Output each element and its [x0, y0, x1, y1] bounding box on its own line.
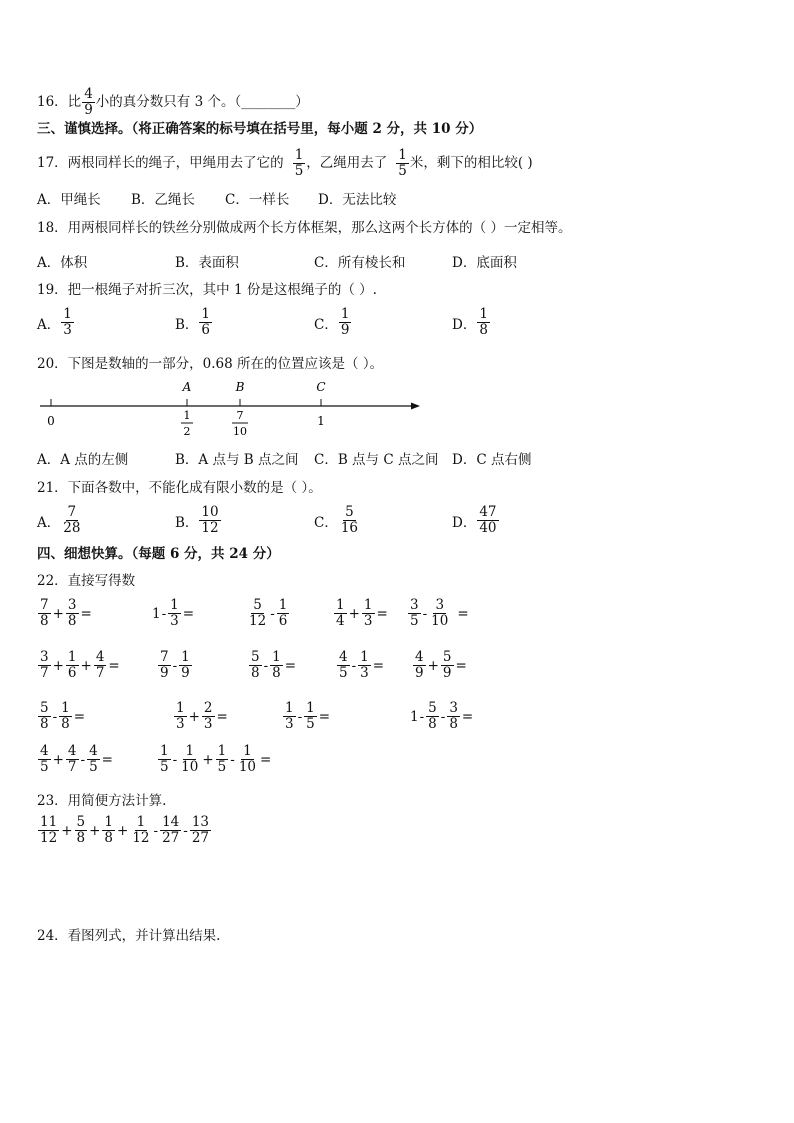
q18-option-d[interactable]: D．底面积 [452, 255, 517, 271]
q21-option-d[interactable]: D． 47 40 [452, 504, 497, 536]
q17-line: 17．两根同样长的绳子，甲绳用去了它的 $\frac{1}{5}$ ，乙绳用去了 $\frac{1}{5}$ 米，剩下的相比较( ) [37, 147, 533, 179]
q23-expr: 11 12 + $\frac{5}{8}$ + $\frac{1}{8}$ + $\frac{1}{12}$ - 14 27 - 13 27 [40, 814, 209, 846]
q19-option-c[interactable]: C． 1 9 [314, 306, 350, 338]
q20-option-b[interactable]: B．A 点与 B 点之间 [175, 452, 299, 468]
point-b-den: 10 [233, 425, 247, 438]
q22-expr-15: 4 5 + $\frac{4}{7}$ - $\frac{4}{5}$ = [40, 743, 113, 775]
section-4-heading: 四、细想快算。（每题 6 分，共 24 分） [37, 546, 280, 562]
q20-option-d[interactable]: D．C 点右侧 [452, 452, 532, 468]
q16-fraction: $\frac{4}{9}$ [84, 86, 93, 118]
q19-option-a[interactable]: A． 1 3 [37, 306, 72, 338]
section-3-heading: 三、谨慎选择。（将正确答案的标号填在括号里，每小题 2 分，共 10 分） [37, 121, 483, 137]
point-c-letter: C [316, 380, 326, 394]
point-a-num: 1 [183, 409, 191, 422]
q18-line: 18．用两根同样长的铁丝分别做成两个长方体框架，那么这两个长方体的（ ）一定相等。 [37, 220, 572, 236]
q22-expr-8: 5 8 - $\frac{1}{8}$ = [251, 649, 297, 681]
point-b-num: 7 [236, 409, 244, 422]
q22-expr-11: 5 8 - $\frac{1}{8}$ = [40, 700, 86, 732]
q17-option-a[interactable]: A．甲绳长 [37, 192, 101, 208]
point-a-den: 2 [183, 425, 191, 438]
q21-option-c[interactable]: C． 5 16 [314, 504, 359, 536]
q22-expr-10: 4 9 + $\frac{5}{9}$ = [415, 649, 467, 681]
q17-option-d[interactable]: D．无法比较 [318, 192, 397, 208]
q22-expr-12: 1 3 + $\frac{2}{3}$ = [176, 700, 228, 732]
q22-expr-4: 1 4 + $\frac{1}{3}$ = [336, 597, 388, 629]
point-a-letter: A [182, 380, 192, 394]
q22-expr-6: 3 7 + $\frac{1}{6}$ + $\frac{4}{7}$ = [40, 649, 120, 681]
q22-expr-3: 5 12 - 1 6 [249, 597, 288, 629]
q20-option-c[interactable]: C．B 点与 C 点之间 [314, 452, 439, 468]
q18-option-b[interactable]: B．表面积 [175, 255, 239, 271]
q21-option-a[interactable]: A． 7 28 [37, 504, 81, 536]
q22-expr-5: 3 5 - $\frac{3}{10}$ = [410, 597, 469, 629]
q20-line: 20．下图是数轴的一部分，0.68 所在的位置应该是（ ）。 [37, 356, 384, 372]
q20-option-a[interactable]: A．A 点的左侧 [37, 452, 129, 468]
q22-expr-7: 7 9 - 1 9 [160, 649, 190, 681]
q22-expr-9: 4 5 - $\frac{1}{3}$ = [339, 649, 385, 681]
q22-expr-2: 1 - $\frac{1}{3}$ = [152, 597, 195, 629]
q17-fraction-1: $\frac{1}{5}$ [294, 147, 304, 179]
q19-option-b[interactable]: B． 1 6 [175, 306, 211, 338]
q21-option-b[interactable]: B． 10 12 [175, 504, 219, 536]
point-c-value: 1 [317, 414, 325, 428]
q23-title: 23．用简便方法计算. [37, 793, 167, 809]
q22-title: 22．直接写得数 [37, 573, 136, 589]
point-b-letter: B [235, 380, 245, 394]
q18-option-a[interactable]: A．体积 [37, 255, 88, 271]
q22-expr-1: 7 8 + $\frac{3}{8}$ = [40, 597, 92, 629]
q19-option-d[interactable]: D． 1 8 [452, 306, 488, 338]
number-line-diagram [30, 375, 430, 443]
q17-option-c[interactable]: C．一样长 [225, 192, 290, 208]
q21-line: 21．下面各数中，不能化成有限小数的是（ ）。 [37, 480, 322, 496]
q17-option-b[interactable]: B．乙绳长 [131, 192, 195, 208]
q24-title: 24．看图列式，并计算出结果. [37, 928, 221, 944]
q19-line: 19．把一根绳子对折三次，其中 1 份是这根绳子的（ ）. [37, 282, 377, 298]
q22-expr-14: 1 - 5 8 - $\frac{3}{8}$ = [410, 700, 474, 732]
q22-expr-16: 1 5 - 1 10 + $\frac{1}{5}$ - $\frac{1}{10}$ = [160, 743, 272, 775]
label-zero: 0 [47, 414, 55, 428]
q18-option-c[interactable]: C．所有棱长和 [314, 255, 406, 271]
q22-expr-13: 1 3 - $\frac{1}{5}$ = [285, 700, 331, 732]
number-line-arrow [411, 403, 420, 410]
q16-line: 16．比 $\frac{4}{9}$ 小的真分数只有 3 个。（________） [37, 86, 309, 118]
q17-fraction-2: $\frac{1}{5}$ [398, 147, 407, 179]
